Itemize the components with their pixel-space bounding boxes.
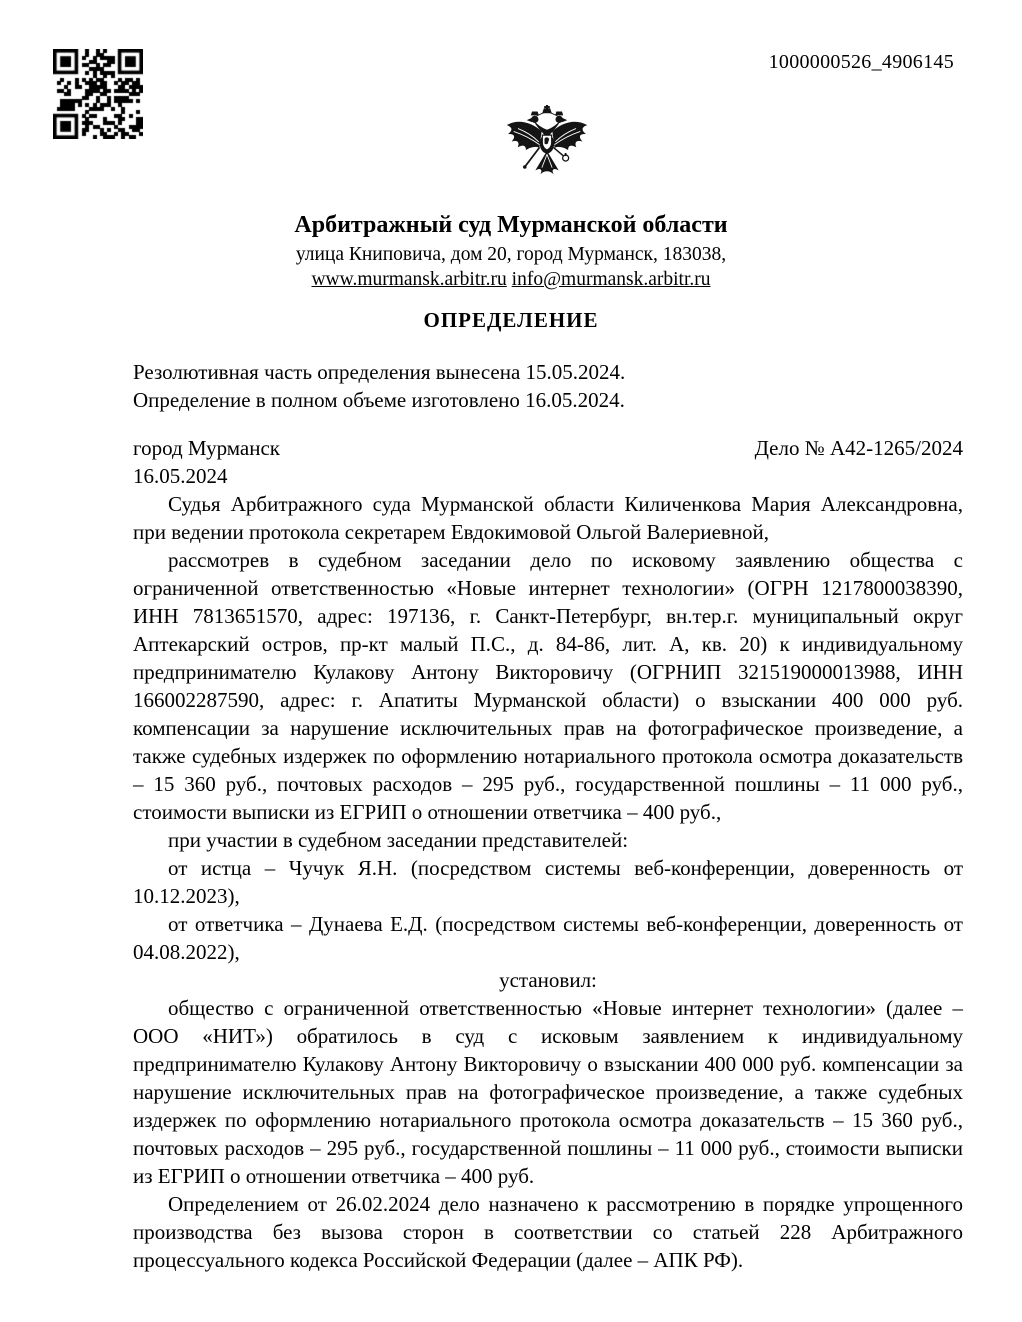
paragraph-attendance: при участии в судебном заседании представителей: [168,828,629,852]
document-body [133,358,963,1274]
court-address: улица Книповича, дом 20, город Мурманск, 183038, [295,244,727,266]
paragraph-simplified-procedure: Определением от 26.02.2024 дело назначено к рассмотрению в порядке упрощенного производства без вызова сторон в соответствии со статьей 228 Арбитражного процессуального кодекса Российской Федерации (далее – АПК РФ). [133,1192,963,1272]
document-title: ОПРЕДЕЛЕНИЕ [423,308,599,332]
qr-code-icon [53,49,143,139]
paragraph-judge: Судья Арбитражного суда Мурманской области Киличенкова Мария Александровна, при ведении протокола секретарем Евдокимовой Ольгой Валериевной, [133,492,963,544]
decision-date: 16.05.2024 [133,464,228,488]
ustanovil-heading: установил: [499,968,597,992]
city-case-row [133,434,963,462]
resolution-date-line: Резолютивная часть определения вынесена 15.05.2024. [133,360,626,384]
court-name: Арбитражный суд Мурманской области [294,212,728,238]
document-id-number: 1000000526_4906145 [768,51,954,73]
court-email-link[interactable]: info@murmansk.arbitr.ru [511,269,711,291]
court-links [0,268,1022,292]
paragraph-defendant-rep: от ответчика – Дунаева Е.Д. (посредством системы веб-конференции, доверенность от 04.08.2022), [133,912,963,964]
full-text-date-line: Определение в полном объеме изготовлено 16.05.2024. [133,388,625,412]
paragraph-claim-restated: общество с ограниченной ответственностью «Новые интернет технологии» (далее – ООО «НИТ») обратилось в суд с исковым заявлением к индивидуальному предпринимателю Кулакову Антону Викторовичу о взыскании 400 000 руб. компенсации за нарушение исключительных прав на фотографическое произведение, а также судебных издержек по оформлению нотариального протокола осмотра доказательств – 15 360 руб., почтовых расходов – 295 руб., государственной пошлины – 11 000 руб., стоимости выписки из ЕГРИП о отношении ответчика – 400 руб. [133,996,963,1188]
letterhead [0,211,1022,292]
paragraph-claim: рассмотрев в судебном заседании дело по исковому заявлению общества с ограниченной ответственностью «Новые интернет технологии» (ОГРН 1217800038390, ИНН 7813651570, адрес: 197136, г. Санкт-Петербург, вн.тер.г. муниципальный округ Аптекарский остров, пр-кт малый П.С., д. 84-86, лит. А, кв. 20) к индивидуальному предпринимателю Кулакову Антону Викторовичу (ОГРНИП 321519000013988, ИНН 166002287590, адрес: г. Апатиты Мурманской области) о взыскании 400 000 руб. компенсации за нарушение исключительных прав на фотографическое произведение, а также судебных издержек по оформлению нотариального протокола осмотра доказательств – 15 360 руб., почтовых расходов – 295 руб., государственной пошлины – 11 000 руб., стоимости выписки из ЕГРИП о отношении ответчика – 400 руб., [133,548,963,824]
case-number: Дело № А42-1265/2024 [754,436,963,460]
court-website-link[interactable]: www.murmansk.arbitr.ru [311,269,507,291]
city-label: город Мурманск [133,436,280,460]
russia-coat-of-arms-icon [504,98,590,188]
paragraph-plaintiff-rep: от истца – Чучук Я.Н. (посредством системы веб-конференции, доверенность от 10.12.2023), [133,856,963,908]
